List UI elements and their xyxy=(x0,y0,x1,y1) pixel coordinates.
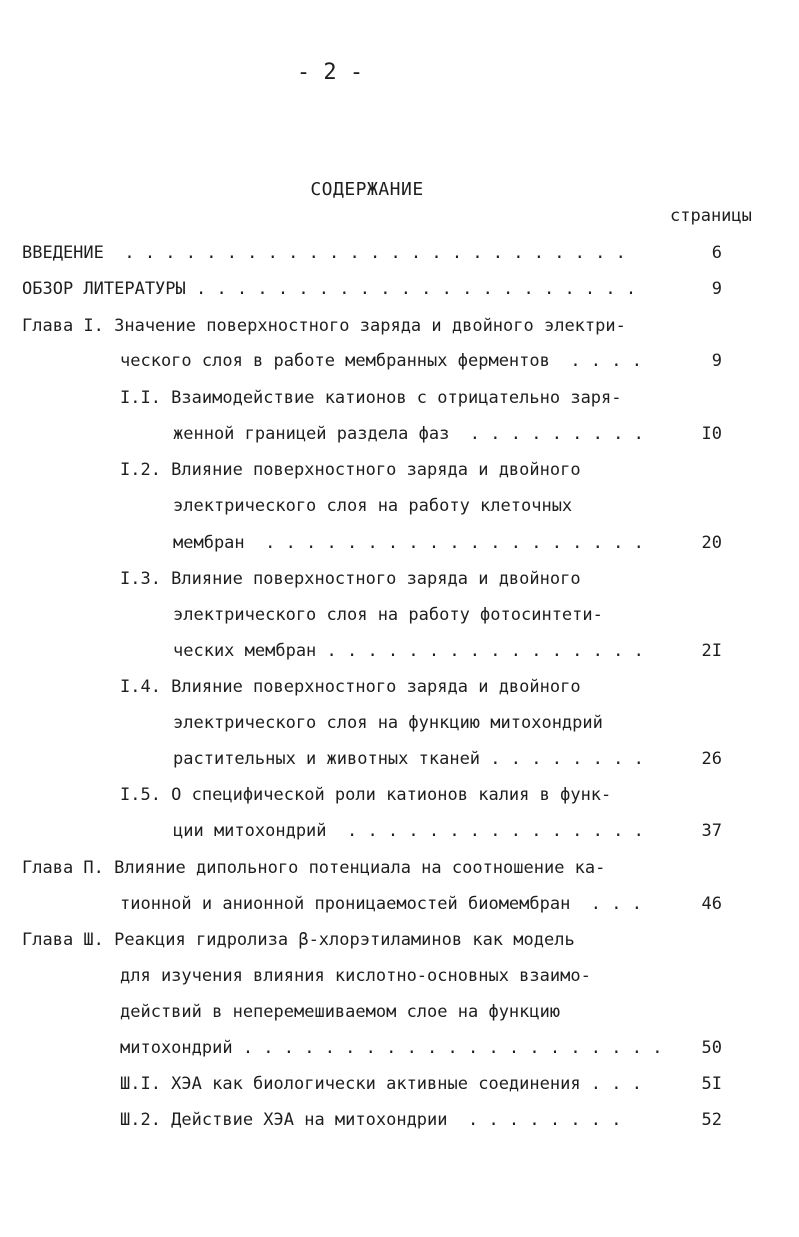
toc-entry-text: Ш.I. ХЭА как биологически активные соединения . . . xyxy=(120,1074,642,1094)
toc-entry-text: ВВЕДЕНИЕ . . . . . . . . . . . . . . . . . . . . . . . . . xyxy=(22,243,626,263)
toc-entry-text: I.5. О специфической роли катионов калия в функ- xyxy=(120,785,612,805)
toc-entry-text: действий в неперемешиваемом слое на функцию xyxy=(120,1002,561,1022)
toc-entry-text: электрического слоя на работу клеточных xyxy=(173,496,573,516)
toc-entry-text: I.4. Влияние поверхностного заряда и двойного xyxy=(120,677,581,697)
toc-entry-text: ческих мембран . . . . . . . . . . . . . . . . xyxy=(173,641,644,661)
toc-entry-page: 52 xyxy=(701,1110,722,1130)
toc-entry-text: I.3. Влияние поверхностного заряда и двойного xyxy=(120,569,581,589)
toc-entry-text: Глава I. Значение поверхностного заряда и двойного электри- xyxy=(22,316,626,336)
pages-column-header: страницы xyxy=(670,206,752,226)
toc-entry-page: 50 xyxy=(701,1038,722,1058)
toc-entry-text: Глава Ш. Реакция гидролиза β-хлорэтиламинов как модель xyxy=(22,930,575,950)
toc-entry-text: ции митохондрий . . . . . . . . . . . . . . . xyxy=(173,821,644,841)
toc-entry-text: растительных и животных тканей . . . . . . . . xyxy=(173,749,644,769)
page-number: - 2 - xyxy=(296,60,364,85)
toc-entry-text: электрического слоя на функцию митохондрий xyxy=(173,713,603,733)
toc-entry-page: 2I xyxy=(701,641,722,661)
toc-entry-page: 37 xyxy=(701,821,722,841)
toc-entry-text: электрического слоя на работу фотосинтети- xyxy=(173,605,603,625)
toc-entry-text: митохондрий . . . . . . . . . . . . . . . . . . . . . xyxy=(120,1038,663,1058)
toc-entry-page: 46 xyxy=(701,894,722,914)
toc-entry-text: тионной и анионной проницаемостей биомембран . . . xyxy=(120,894,642,914)
toc-entry-text: I.I. Взаимодействие катионов с отрицательно заря- xyxy=(120,388,622,408)
toc-entry-page: 6 xyxy=(711,243,722,263)
toc-entry-text: ОБЗОР ЛИТЕРАТУРЫ . . . . . . . . . . . . . . . . . . . . . . xyxy=(22,279,637,299)
toc-entry-text: Ш.2. Действие ХЭА на митохондрии . . . . . . . . xyxy=(120,1110,622,1130)
toc-entry-text: мембран . . . . . . . . . . . . . . . . . . . xyxy=(173,533,644,553)
toc-entry-page: 26 xyxy=(701,749,722,769)
toc-entry-page: 20 xyxy=(701,533,722,553)
contents-title: СОДЕРЖАНИЕ xyxy=(310,179,424,200)
toc-entry-text: для изучения влияния кислотно-основных взаимо- xyxy=(120,966,591,986)
toc-entry-text: женной границей раздела фаз . . . . . . . . . xyxy=(173,424,644,444)
toc-entry-text: I.2. Влияние поверхностного заряда и двойного xyxy=(120,460,581,480)
toc-entry-page: I0 xyxy=(701,424,722,444)
toc-entry-page: 9 xyxy=(711,351,722,371)
toc-entry-text: ческого слоя в работе мембранных ферментов . . . . xyxy=(120,351,642,371)
toc-entry-page: 5I xyxy=(701,1074,722,1094)
toc-entry-text: Глава П. Влияние дипольного потенциала на соотношение ка- xyxy=(22,858,606,878)
toc-entry-page: 9 xyxy=(711,279,722,299)
